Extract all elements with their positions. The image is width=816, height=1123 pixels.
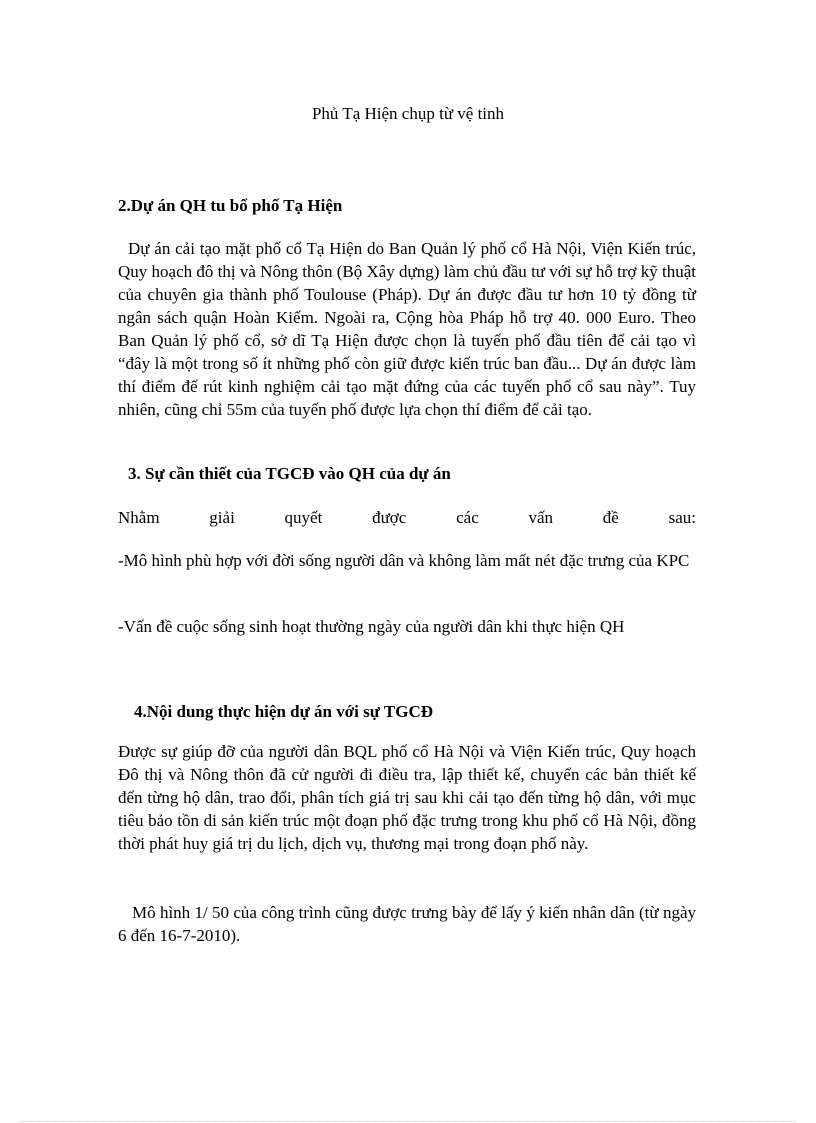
section-4-paragraph-1: Được sự giúp đỡ của người dân BQL phố cổ Hà Nội và Viện Kiến trúc, Quy hoạch Đô thị và Nông thôn đã cử người đi điều tra, lập thiết kế, chuyển các bản thiết kế đến từng hộ dân, trao đổi, phân tích giá trị sau khi cải tạo đến từng hộ dân, với mục tiêu bảo tồn di sản kiến trúc một đoạn phố đặc trưng trong khu phố cổ Hà Nội, đồng thời phát huy giá trị du lịch, dịch vụ, thương mại trong đoạn phố này. [118, 742, 696, 853]
section-2-heading: 2.Dự án QH tu bổ phố Tạ Hiện [118, 196, 343, 215]
section-4-heading: 4.Nội dung thực hiện dự án với sự TGCĐ [134, 702, 434, 721]
image-caption: Phủ Tạ Hiện chụp từ vệ tinh [311, 104, 505, 123]
section-3-heading: 3. Sự cần thiết của TGCĐ vào QH của dự án [128, 464, 451, 483]
section-2-paragraph: Dự án cải tạo mặt phố cổ Tạ Hiện do Ban Quản lý phố cổ Hà Nội, Viện Kiến trúc, Quy hoạch đô thị và Nông thôn (Bộ Xây dựng) làm chủ đầu tư với sự hỗ trợ kỹ thuật của chuyên gia thành phố Toulouse (Pháp). Dự án được đầu tư hơn 10 tỷ đồng từ ngân sách quận Hoàn Kiếm. Ngoài ra, Cộng hòa Pháp hỗ trợ 40. 000 Euro. Theo Ban Quản lý phố cổ, sở dĩ Tạ Hiện được chọn là tuyến phố đầu tiên để cải tạo vì “đây là một trong số ít những phố còn giữ được kiến trúc ban đầu... Dự án được làm thí điểm để rút kinh nghiệm cải tạo mặt đứng của các tuyến phố cổ sau này”. Tuy nhiên, cũng chỉ 55m của tuyến phố được lựa chọn thí điểm để cải tạo. [118, 239, 696, 419]
section-4-paragraph-2: Mô hình 1/ 50 của công trình cũng được trưng bày để lấy ý kiến nhân dân (từ ngày 6 đến 16-7-2010). [118, 903, 696, 945]
section-3-bullet-2: -Vấn đề cuộc sống sinh hoạt thường ngày của người dân khi thực hiện QH [118, 617, 625, 636]
page-bottom-divider [20, 1121, 796, 1122]
section-3-bullet-1: -Mô hình phù hợp với đời sống người dân và không làm mất nét đặc trưng của KPC [118, 551, 690, 570]
section-3-intro: Nhằm giải quyết được các vấn đề sau: [118, 508, 696, 527]
